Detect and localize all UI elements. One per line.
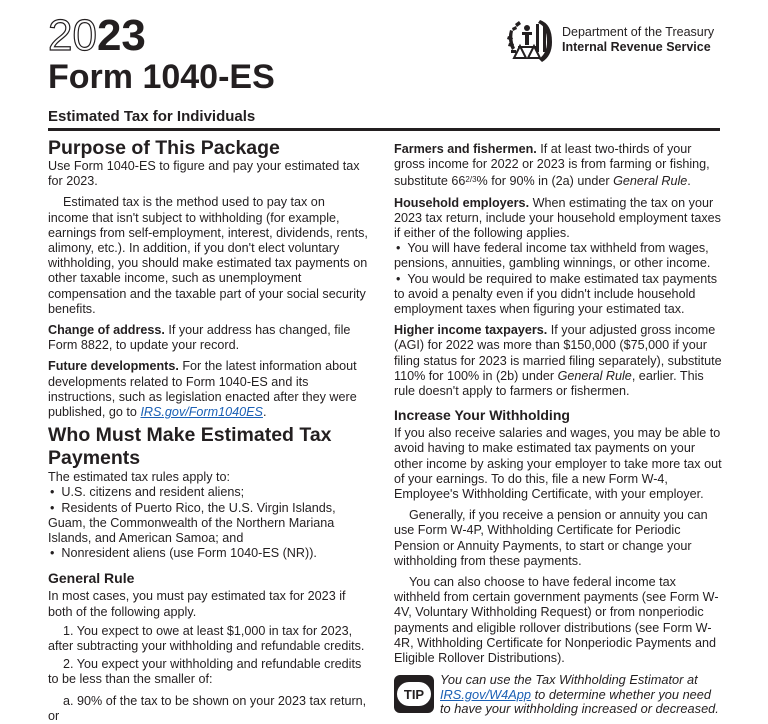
household-employers [394, 196, 724, 242]
farmers-fraction: 2/3 [465, 175, 477, 185]
tip-badge-label: TIP [397, 682, 431, 706]
general-rule-item-2a: a. 90% of the tax to be shown on your 2023 tax return, or [48, 693, 367, 723]
tax-year-solid: 23 [96, 11, 146, 60]
tip-text [440, 673, 724, 717]
future-developments-text: For the latest information about developments related to Form 1040-ES and its instructions, such as legislation enacted after they were published, go to [48, 359, 357, 420]
change-of-address-text: If your address has changed, file Form 8822, to update your record. [48, 323, 351, 353]
farmers-ref: General Rule [613, 174, 688, 189]
purpose-paragraph-1: Use Form 1040-ES to figure and pay your estimated tax for 2023. [48, 159, 360, 189]
farmers-end: . [687, 174, 691, 189]
higher-income-label: Higher income taxpayers. [394, 323, 548, 338]
tax-year [48, 11, 146, 60]
tip-icon [394, 675, 434, 713]
irs-eagle-logo-icon [506, 16, 556, 64]
change-of-address-label: Change of address. [48, 323, 165, 338]
general-rule-item-1: 1. You expect to owe at least $1,000 in tax for 2023, after subtracting your withholding and refundable credits. [48, 623, 365, 654]
farmers-text-b: % for 90% in (2a) under [476, 174, 610, 189]
higher-income-ref: General Rule [557, 368, 632, 383]
header-rule [48, 128, 720, 131]
future-developments-end: . [262, 405, 267, 420]
higher-income-text-b: , earlier. This rule doesn't apply to farmers or fishermen. [394, 368, 704, 399]
tip-text-a: You can use the Tax Withholding Estimator at [440, 672, 698, 688]
household-label: Household employers. [394, 195, 530, 210]
household-text: When estimating the tax on your 2023 tax return, include your household employment taxes if either of the following applies. [394, 195, 721, 241]
increase-paragraph-3: You can also choose to have federal income tax withheld from certain government payments (see Form W-4V, Voluntary Withholding Request) or from nonperiodic payments and eligible rollover distributions (see Form W-4R, Withholding Certificate for Nonperiodic Payments and Eligible Rollover Distributions). [394, 575, 719, 666]
higher-income-taxpayers [394, 323, 724, 399]
purpose-paragraph-2: Estimated tax is the method used to pay tax on income that isn't subject to withholding (for example, earnings from self-employment, interest, dividends, rents, alimony, etc.). In addition, if you don't elect voluntary withholding, you should make estimated tax payments on other taxable income, such as unemployment compensation and the taxable part of your social security benefits. [48, 195, 368, 316]
future-developments [48, 359, 368, 420]
form-subtitle: Estimated Tax for Individuals [48, 108, 256, 125]
tip-box [394, 673, 724, 717]
who-intro: The estimated tax rules apply to: [48, 470, 231, 485]
tax-year-outline: 20 [48, 11, 97, 60]
form-title: Form 1040-ES [48, 58, 275, 96]
agency-name: Internal Revenue Service [562, 40, 711, 54]
agency-block [506, 16, 714, 64]
right-column [394, 142, 724, 717]
w4app-link[interactable]: IRS.gov/W4App [440, 686, 532, 702]
general-rule-heading: General Rule [48, 570, 135, 587]
left-column [48, 138, 368, 724]
farmers-fishermen [394, 142, 724, 190]
higher-income-text: If your adjusted gross income (AGI) for 2022 was more than $150,000 ($75,000 if your filing status for 2023 is married filing separately), substitute 110% for 100% in (2b) under [394, 323, 722, 383]
general-rule-item-2: 2. You expect your withholding and refundable credits to be less than the smaller of: [48, 657, 362, 687]
agency-department: Department of the Treasury [562, 25, 715, 39]
increase-paragraph-2: Generally, if you receive a pension or annuity you can use Form W-4P, Withholding Certificate for Periodic Pension or Annuity Payments, to start or change your withholding from these payments. [394, 508, 708, 568]
who-bullet: • Residents of Puerto Rico, the U.S. Virgin Islands, Guam, the Commonwealth of the Northern Mariana Islands, and American Samoa; and [48, 501, 368, 547]
general-rule-intro: In most cases, you must pay estimated tax for 2023 if both of the following apply. [48, 589, 346, 619]
who-bullet: • Nonresident aliens (use Form 1040-ES (NR)). [48, 546, 368, 561]
form1040es-link[interactable]: IRS.gov/Form1040ES [140, 405, 263, 420]
change-of-address [48, 323, 368, 353]
who-bullet: • U.S. citizens and resident aliens; [48, 485, 368, 500]
increase-paragraph-1: If you also receive salaries and wages, you may be able to avoid having to make estimated tax payments on your other income by asking your employer to take more tax out of your earnings. To do this, file a new Form W-4, Employee's Withholding Certificate, with your employer. [394, 426, 722, 502]
purpose-heading: Purpose of This Package [48, 137, 280, 159]
household-bullet: • You will have federal income tax withheld from wages, pensions, annuities, gambling winnings, or other income. [394, 241, 724, 271]
increase-withholding-heading: Increase Your Withholding [394, 407, 570, 424]
future-developments-label: Future developments. [48, 359, 179, 374]
farmers-label: Farmers and fishermen. [394, 142, 537, 156]
who-must-heading: Who Must Make Estimated Tax Payments [48, 424, 332, 470]
household-bullet: • You would be required to make estimated tax payments to avoid a penalty even if you didn't include household employment taxes when figuring your estimated tax. [394, 272, 724, 318]
tip-text-b: to determine whether you need to have your withholding increased or decreased. [440, 686, 719, 717]
farmers-text: If at least two-thirds of your gross income for 2022 or 2023 is from farming or fishing, substitute 66 [394, 142, 710, 189]
